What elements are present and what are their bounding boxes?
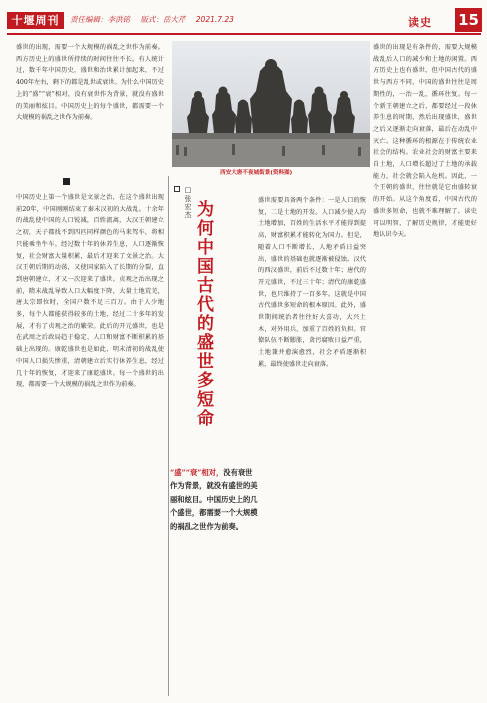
photo-caption: 西安大唐不夜城街景(资料图) (220, 170, 293, 176)
statue-photo-illustration (172, 41, 370, 167)
issue-date: 2021.7.23 (195, 15, 234, 24)
author-box-icon (174, 186, 180, 192)
header-rule (7, 33, 481, 35)
pull-quote-text: 没有衰世作为背景，就没有盛世的美丽和炫目。中国历史上的几个盛世，都需要一个大规模的祸乱之世作为前奏。 (170, 468, 258, 531)
article-headline: 为何中国古代的盛世多短命 (193, 200, 213, 428)
designer-credit: 版式：岳大芹 (140, 15, 186, 24)
pull-quote-lead: “盛”“衰”相对， (170, 468, 224, 477)
column-divider (168, 176, 169, 696)
section-title: 读史 (408, 16, 432, 29)
column-1-body: 中国历史上第一个盛世是文景之治，在这个盛世出现前20年，中国刚刚结束了秦末汉初的大战乱。十余年的战乱使中国的人口锐减，百姓流离，大汉王朝建立之初，天子都找不到四匹同样颜色的马来驾车，将相只能乘坐牛车。经过数十年的休养生息，人口逐渐恢复，社会财富大量积累，最后才迎来了文景之治。大汉王朝后期的动荡，又使国家陷入了长期的分裂，直到唐朝建立，才又一次迎来了盛世。贞观之治出现之前，隋末战乱导致人口大幅度下降，大量土地荒芜，唐太宗即位时，全国户数不足三百万。由于人少地多，每个人都能获得较多的土地，经过二十多年的发展，才有了贞观之治的繁荣。此后的开元盛世，也是在武周之后政局趋于稳定、人口和财富不断积累的基础上出现的。康乾盛世也是如此，明末清初的战乱使中国人口损失惨重，清朝建立后实行休养生息，经过几十年的恢复，才迎来了康乾盛世。每一个盛世的出现，都需要一个大规模的祸乱之世作为前奏。 (16, 194, 164, 389)
article-author: □张宏杰 (184, 186, 192, 219)
column-1-intro: 盛世的出现，需要一个大规模的祸乱之世作为前奏。西方历史上的盛世所持续的时间往往不长。有人统计过，数千年中国历史，盛世和治世累计加起来，不过400年左右，剩下的都是乱世或衰世。为什么中国历史上的“盛”“衰”相对，没有衰世作为背景，就没有盛世的美丽和炫目。中国历史上的每个盛世，都需要一个大规模的祸乱之世作为前奏。 (16, 44, 164, 122)
masthead: 十堰周刊 (7, 12, 64, 29)
section-separator-mark (63, 178, 70, 185)
article-photo (172, 41, 370, 167)
page-number: 15 (455, 8, 482, 32)
pull-quote (170, 466, 258, 533)
column-4-body: 盛世的出现是有条件的，需要大规模战乱后人口的减少和土地的闲置。西方历史上也有盛世，但中国古代的盛世与西方不同，中国的盛世往往是周期性的，一治一乱，循环往复。每一个新王朝建立之后，都要经过一段休养生息的时期，然后出现盛世，盛世之后又逐渐走向衰落，最后在动乱中灭亡。这种循环的根源在于传统农业社会的结构。农业社会的财富主要来自土地，人口增长超过了土地的承载能力，社会就会陷入危机。因此，一个王朝的盛世，往往就是它由盛转衰的开始。从这个角度看，中国古代的盛世多短命，也就不难理解了。读史可以明智，了解历史规律，才能更好地认识今天。 (373, 44, 477, 239)
editorial-credits (70, 14, 242, 25)
editor-credit: 责任编辑：李洪铭 (70, 15, 130, 24)
column-3-body: 盛世需要具备两个条件：一是人口的恢复，二是土地的开发。人口减少使人均土地增加，百姓的生活水平才能得到提高，财富积累才能转化为国力。但是，随着人口不断增长，人地矛盾日益突出，盛世的基础也就逐渐被侵蚀。汉代的西汉盛世，前后不过数十年；唐代的开元盛世，不过三十年；清代的康乾盛世，也只维持了一百多年。这就是中国古代盛世多短命的根本原因。此外，盛世期间统治者往往好大喜功，大兴土木，对外用兵，加重了百姓的负担。官僚队伍不断膨胀，贪污腐败日益严重，土地兼并愈演愈烈，社会矛盾逐渐积累，最终使盛世走向衰落。 (258, 197, 366, 368)
